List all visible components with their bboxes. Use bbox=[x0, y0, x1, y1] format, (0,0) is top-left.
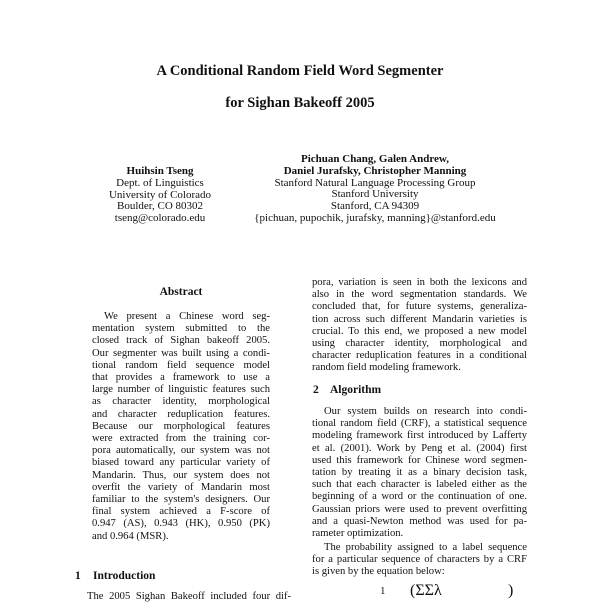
text-line: 0.947 (AS), 0.943 (HK), 0.950 (PK) bbox=[92, 518, 270, 530]
author-email: {pichuan, pupochik, jurafsky, manning}@stanford.edu bbox=[254, 211, 496, 224]
text-line: familiar to the system's designers. Our bbox=[92, 494, 270, 506]
affiliation-line: Stanford, CA 94309 bbox=[330, 200, 420, 213]
text-line: as character identity, morphological bbox=[92, 396, 270, 408]
text-line: Gaussian priors were used to prevent overfitting bbox=[312, 503, 527, 515]
text-line: biased toward any particular variety of bbox=[92, 457, 270, 469]
text-line: used this framework for Chinese word segmen- bbox=[312, 454, 527, 466]
author-right bbox=[215, 154, 535, 225]
section-number: 1 bbox=[75, 570, 81, 582]
text-line: Our segmenter was built using a condi- bbox=[92, 347, 270, 359]
text-line: tion across such different Mandarin varieties is bbox=[312, 313, 527, 325]
text-line: tional random field sequence model bbox=[92, 359, 270, 371]
text-line: Mandarin. Thus, our system does not bbox=[92, 469, 270, 481]
text-line: modeling framework first introduced by Lafferty bbox=[312, 430, 527, 442]
text-line: tation by treating it as a binary decision task, bbox=[312, 467, 527, 479]
equation-fraction: 1 bbox=[380, 585, 386, 597]
author-names: Daniel Jurafsky, Christopher Manning bbox=[283, 164, 467, 177]
text-line: that provides a framework to use a bbox=[92, 372, 270, 384]
equation-paren: (ΣΣλ bbox=[410, 582, 442, 599]
text-line: tional random field (CRF), a statistical sequence bbox=[312, 418, 527, 430]
text-line: also in the word segmentation standards. We bbox=[312, 289, 527, 301]
text-line: rameter optimization. bbox=[312, 528, 404, 540]
text-line: random field modeling framework. bbox=[312, 362, 461, 374]
text-line: We present a Chinese word seg- bbox=[104, 311, 270, 322]
text-line: such that each character is labeled either as the bbox=[312, 479, 527, 491]
text-line: pora, variation is seen in both the lexicons and bbox=[312, 277, 527, 288]
text-line: large number of linguistic features such bbox=[92, 384, 270, 396]
text-line: for a particular sequence of characters by a CRF bbox=[312, 554, 527, 566]
author-name: Huihsin Tseng bbox=[126, 165, 194, 177]
algorithm-paragraph-1 bbox=[312, 406, 527, 540]
affiliation-line: University of Colorado bbox=[108, 188, 212, 201]
section-heading-introduction: Introduction bbox=[93, 570, 156, 582]
text-line: character reduplication features in a conditional bbox=[312, 350, 527, 362]
affiliation-line: Stanford University bbox=[331, 188, 419, 201]
text-line: The 2005 Sighan Bakeoff included four dif- bbox=[87, 591, 291, 602]
paper-title-line-2: for Sighan Bakeoff 2005 bbox=[225, 95, 375, 111]
text-line: is given by the equation below: bbox=[312, 566, 445, 578]
section-heading-algorithm: Algorithm bbox=[330, 384, 382, 396]
right-column-body bbox=[312, 277, 527, 375]
affiliation-line: Dept. of Linguistics bbox=[116, 176, 204, 189]
paper-title-line-1: A Conditional Random Field Word Segmenter bbox=[156, 63, 444, 79]
text-line: Our system builds on research into condi- bbox=[324, 406, 527, 417]
text-line: and 0.964 (MSR). bbox=[92, 530, 169, 542]
text-line: and a quasi-Newton method was used for pa- bbox=[312, 515, 527, 527]
text-line: using character identity, morphological and bbox=[312, 338, 527, 350]
author-email: tseng@colorado.edu bbox=[114, 212, 206, 225]
text-line: crucial. To this end, we proposed a new model bbox=[312, 325, 527, 337]
abstract-body bbox=[92, 311, 270, 543]
affiliation-line: Stanford Natural Language Processing Group bbox=[274, 176, 476, 189]
text-line: mentation system submitted to the bbox=[92, 323, 270, 335]
algorithm-paragraph-2 bbox=[312, 542, 527, 579]
text-line: concluded that, for future systems, generaliza- bbox=[312, 301, 527, 313]
text-line: Because our morphological features bbox=[92, 420, 270, 432]
text-line: were extracted from the training cor- bbox=[92, 433, 270, 445]
affiliation-line: Boulder, CO 80302 bbox=[116, 200, 204, 213]
text-line: The probability assigned to a label sequence bbox=[324, 542, 527, 553]
text-line: et al. (2001). Work by Peng et al. (2004) first bbox=[312, 442, 527, 454]
text-line: final system achieved a F-score of bbox=[92, 506, 270, 518]
text-line: closed track of Sighan bakeoff 2005. bbox=[92, 335, 270, 347]
text-line: and character reduplication features. bbox=[92, 408, 270, 420]
abstract-heading: Abstract bbox=[159, 286, 203, 298]
text-line: beginning of a word or the continuation of one. bbox=[312, 491, 527, 503]
introduction-body bbox=[87, 591, 291, 603]
section-number: 2 bbox=[313, 384, 319, 396]
text-line: pora automatically, our system was not bbox=[92, 445, 270, 457]
author-names: Pichuan Chang, Galen Andrew, bbox=[300, 153, 450, 165]
text-line: overfit the variety of Mandarin most bbox=[92, 481, 270, 493]
equation-paren-close: ) bbox=[508, 582, 514, 599]
